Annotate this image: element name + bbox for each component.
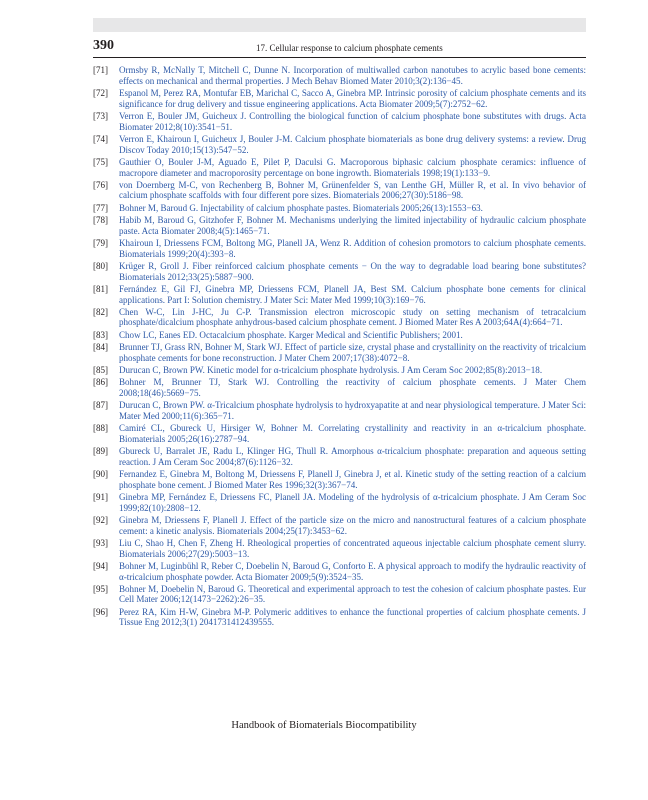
reference-number: [84]: [93, 341, 109, 352]
reference-number: [89]: [93, 446, 109, 457]
reference-number: [94]: [93, 560, 109, 571]
reference-item[interactable]: [93, 492, 586, 513]
reference-number: [71]: [93, 65, 109, 75]
top-band: [93, 18, 586, 32]
reference-number: [85]: [93, 364, 109, 375]
reference-item[interactable]: [93, 607, 586, 628]
reference-citation-link[interactable]: Krüger R, Groll J. Fiber reinforced calcium phosphate cements − On the way to degradable load bearing bone substitutes? Biomaterials 2012;33(25):5887−900.: [119, 260, 586, 282]
reference-citation-link[interactable]: Ginebra MP, Fernández E, Driessens FC, Planell JA. Modeling of the hydrolysis of α-tricalcium phosphate. J Am Ceram Soc 1999;82(10):2808−12.: [119, 491, 586, 513]
reference-citation-link[interactable]: Chow LC, Eanes ED. Octacalcium phosphate. Karger Medical and Scientific Publishers; 2001.: [119, 329, 463, 340]
reference-item[interactable]: [93, 88, 586, 109]
reference-citation-link[interactable]: Durucan C, Brown PW. α-Tricalcium phosphate hydrolysis to hydroxyapatite at and near physiological temperature. J Mater Sci: Mater Med 2000;11(6):365−71.: [119, 400, 586, 421]
reference-citation-link[interactable]: Liu C, Shao H, Chen F, Zheng H. Rheological properties of concentrated aqueous injectable calcium phosphate cement slurry. Biomaterials 2006;27(29):5003−13.: [119, 537, 586, 559]
reference-citation-link[interactable]: Gauthier O, Bouler J-M, Aguado E, Pilet P, Daculsi G. Macroporous biphasic calcium phosphate ceramics: influence of macropore diameter and macroporosity percentage on bone ingrowth. Biomaterials 1998;19(1):133−9.: [119, 156, 586, 178]
reference-citation-link[interactable]: Ormsby R, McNally T, Mitchell C, Dunne N. Incorporation of multiwalled carbon nanotubes to acrylic based bone cements: effects on mechanical and thermal properties. J Mech Behav Biomed Mater 2010;3(2):136−45.: [119, 65, 586, 86]
reference-item[interactable]: [93, 261, 586, 282]
running-head: 17. Cellular response to calcium phosphate cements: [256, 43, 443, 53]
reference-citation-link[interactable]: Bohner M, Brunner TJ, Stark WJ. Controlling the reactivity of calcium phosphate cements. J Mater Chem 2008;18(46):5669−75.: [119, 377, 586, 398]
reference-number: [76]: [93, 179, 109, 190]
reference-item[interactable]: [93, 561, 586, 582]
reference-citation-link[interactable]: Ginebra M, Driessens F, Planell J. Effect of the particle size on the micro and nanostructural features of a calcium phosphate cement: a kinetic analysis. Biomaterials 2004;25(17):3453−62.: [119, 514, 586, 536]
reference-item[interactable]: [93, 400, 586, 421]
reference-number: [73]: [93, 110, 109, 121]
page-number: 390: [93, 38, 114, 53]
reference-number: [86]: [93, 377, 109, 388]
reference-item[interactable]: [93, 515, 586, 536]
reference-item[interactable]: [93, 203, 586, 214]
reference-number: [88]: [93, 423, 109, 434]
reference-number: [83]: [93, 329, 109, 340]
reference-citation-link[interactable]: Perez RA, Kim H-W, Ginebra M-P. Polymeric additives to enhance the functional properties of calcium phosphate cements. J Tissue Eng 2012;3(1) 2041731412439555.: [119, 606, 586, 628]
reference-number: [92]: [93, 514, 109, 525]
reference-citation-link[interactable]: Fernández E, Gil FJ, Ginebra MP, Driessens FCM, Planell JA, Best SM. Calcium phosphate bone cements for clinical applications. Part I: Solution chemistry. J Mater Sci: Mater Med 1999;10(3):169−76.: [119, 283, 586, 305]
reference-item[interactable]: [93, 377, 586, 398]
reference-item[interactable]: [93, 538, 586, 559]
reference-item[interactable]: [93, 215, 586, 236]
reference-citation-link[interactable]: Verron E, Khairoun I, Guicheux J, Bouler J-M. Calcium phosphate biomaterials as bone drug delivery systems: a review. Drug Discov Today 2010;15(13):547−52.: [119, 133, 586, 155]
reference-list: [93, 65, 586, 630]
reference-citation-link[interactable]: Verron E, Bouler JM, Guicheux J. Controlling the biological function of calcium phosphate bone substitutes with drugs. Acta Biomater 2012;8(10):3541−51.: [119, 110, 586, 132]
reference-item[interactable]: [93, 157, 586, 178]
reference-item[interactable]: [93, 342, 586, 363]
reference-citation-link[interactable]: Brunner TJ, Grass RN, Bohner M, Stark WJ. Effect of particle size, crystal phase and crystallinity on the reactivity of tricalcium phosphate cements for bone reconstruction. J Mater Chem 2007;17(38):4072−8.: [119, 341, 586, 363]
reference-number: [79]: [93, 237, 109, 248]
reference-number: [96]: [93, 606, 109, 617]
reference-item[interactable]: [93, 134, 586, 155]
reference-item[interactable]: [93, 584, 586, 605]
reference-citation-link[interactable]: von Doernberg M-C, von Rechenberg B, Bohner M, Grünenfelder S, van Lenthe GH, Müller R, et al. In vivo behavior of calcium phosphate scaffolds with four different pore sizes. Biomaterials 2006;27(30):5186−98.: [119, 179, 586, 201]
reference-number: [82]: [93, 306, 109, 317]
reference-citation-link[interactable]: Gbureck U, Barralet JE, Radu L, Klinger HG, Thull R. Amorphous α-tricalcium phosphate: preparation and aqueous setting reaction. J Am Ceram Soc 2004;87(6):1126−32.: [119, 446, 586, 467]
reference-citation-link[interactable]: Habib M, Baroud G, Gitzhofer F, Bohner M. Mechanisms underlying the limited injectability of hydraulic calcium phosphate paste. Acta Biomater 2008;4(5):1465−71.: [119, 214, 586, 236]
reference-citation-link[interactable]: Bohner M, Baroud G. Injectability of calcium phosphate pastes. Biomaterials 2005;26(13):1553−63.: [119, 202, 483, 213]
reference-citation-link[interactable]: Camiré CL, Gbureck U, Hirsiger W, Bohner M. Correlating crystallinity and reactivity in an α-tricalcium phosphate. Biomaterials 2005;26(16):2787−94.: [119, 423, 586, 444]
reference-number: [95]: [93, 583, 109, 594]
reference-number: [90]: [93, 469, 109, 479]
reference-item[interactable]: [93, 284, 586, 305]
footer-book-title: Handbook of Biomaterials Biocompatibility: [231, 720, 417, 731]
reference-item[interactable]: [93, 330, 586, 341]
reference-citation-link[interactable]: Chen W-C, Lin J-HC, Ju C-P. Transmission electron microscopic study on setting mechanism of tetracalcium phosphate/dicalcium phosphate anhydrous-based calcium phosphate cement. J Biomed Mater Res A 2003;64A(4):664−71.: [119, 306, 586, 328]
reference-citation-link[interactable]: Bohner M, Doebelin N, Baroud G. Theoretical and experimental approach to test the cohesion of calcium phosphate pastes. Eur Cell Mater 2006;12(1473−2262):26−35.: [119, 583, 586, 605]
reference-item[interactable]: [93, 423, 586, 444]
reference-citation-link[interactable]: Durucan C, Brown PW. Kinetic model for α-tricalcium phosphate hydrolysis. J Am Ceram Soc 2002;85(8):2013−18.: [119, 364, 543, 375]
reference-item[interactable]: [93, 65, 586, 86]
reference-citation-link[interactable]: Bohner M, Luginbühl R, Reber C, Doebelin N, Baroud G, Conforto E. A physical approach to modify the hydraulic reactivity of α-tricalcium phosphate powder. Acta Biomater 2009;5(9):3524−35.: [119, 560, 586, 582]
reference-citation-link[interactable]: Fernandez E, Ginebra M, Boltong M, Driessens F, Planell J, Ginebra J, et al. Kinetic study of the setting reaction of a calcium phosphate bone cement. J Biomed Mater Res 1996;32(3):367−74.: [119, 469, 586, 490]
reference-number: [93]: [93, 537, 109, 548]
page-header: [93, 37, 586, 58]
reference-number: [81]: [93, 283, 109, 294]
reference-number: [80]: [93, 260, 109, 271]
reference-number: [78]: [93, 214, 109, 225]
reference-number: [75]: [93, 156, 109, 167]
reference-item[interactable]: [93, 180, 586, 201]
reference-citation-link[interactable]: Khairoun I, Driessens FCM, Boltong MG, Planell JA, Wenz R. Addition of cohesion promotors to calcium phosphate cements. Biomaterials 1999;20(4):393−8.: [119, 237, 586, 259]
reference-number: [72]: [93, 87, 109, 98]
reference-number: [77]: [93, 202, 109, 213]
reference-item[interactable]: [93, 238, 586, 259]
reference-citation-link[interactable]: Espanol M, Perez RA, Montufar EB, Marichal C, Sacco A, Ginebra MP. Intrinsic porosity of calcium phosphate cements and its significance for drug delivery and tissue engineering applications. Acta Biomater 2009;5(7):2752−62.: [119, 87, 586, 109]
reference-number: [91]: [93, 491, 109, 502]
reference-item[interactable]: [93, 469, 586, 490]
reference-number: [87]: [93, 400, 109, 411]
reference-number: [74]: [93, 133, 109, 144]
reference-item[interactable]: [93, 111, 586, 132]
reference-item[interactable]: [93, 365, 586, 376]
reference-item[interactable]: [93, 307, 586, 328]
reference-item[interactable]: [93, 446, 586, 467]
